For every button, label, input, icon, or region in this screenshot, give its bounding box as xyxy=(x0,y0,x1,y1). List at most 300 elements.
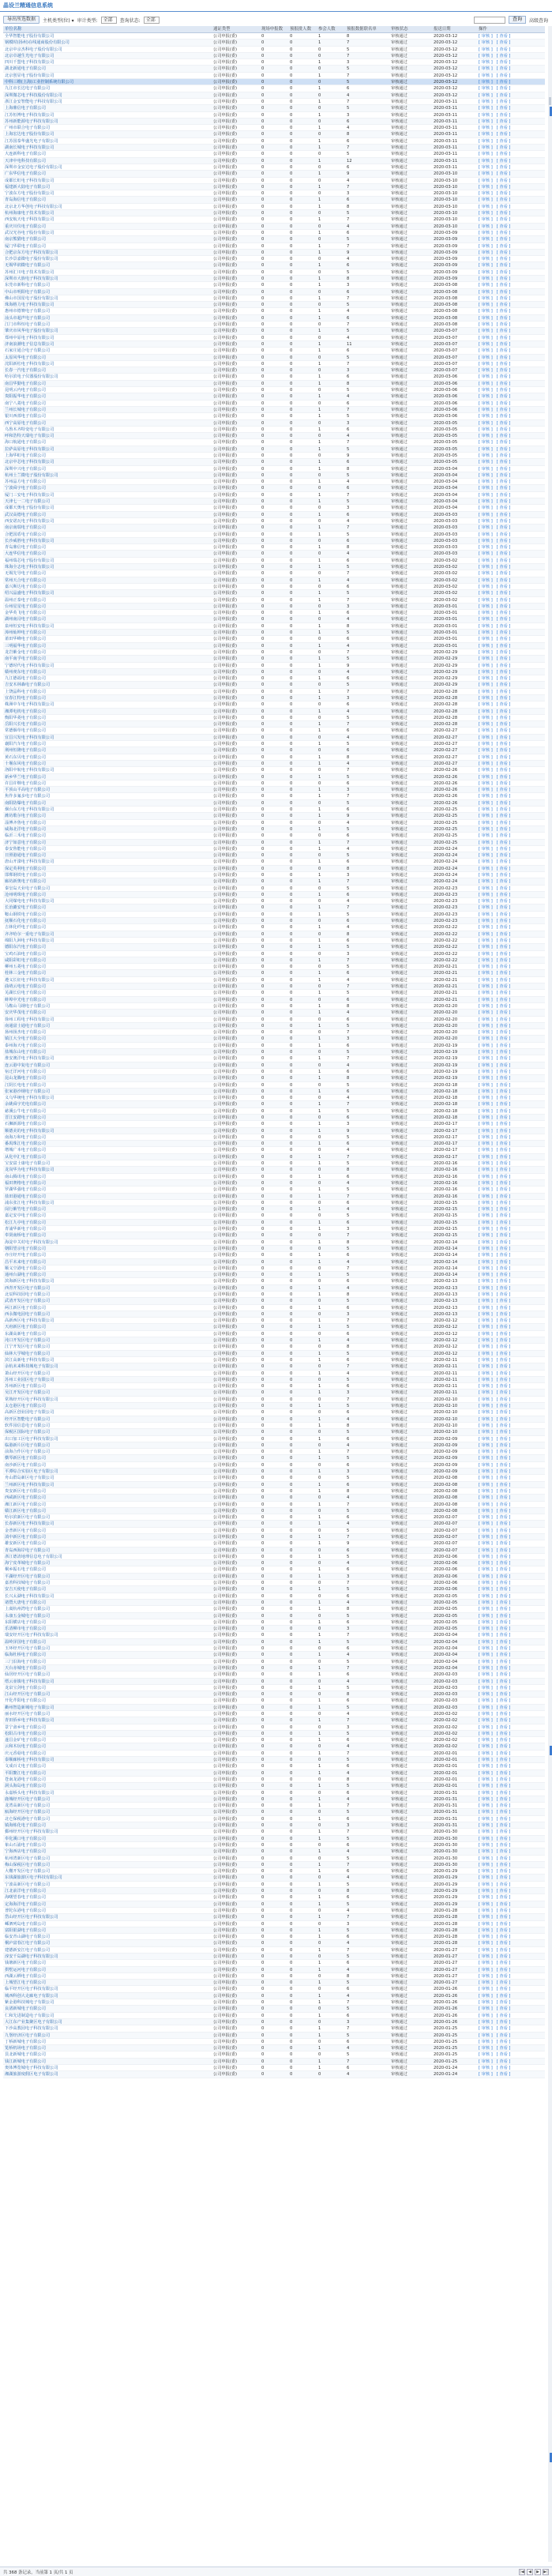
audit-link[interactable]: [ 审核 ] xyxy=(479,1987,493,1992)
table-row[interactable] xyxy=(3,2039,545,2045)
row-name[interactable]: 慈溪公牛电子有限公司 xyxy=(5,1108,46,1114)
view-link[interactable]: [ 查看 ] xyxy=(496,1154,511,1160)
row-name[interactable]: 廊坊新奥电子有限公司 xyxy=(5,879,46,885)
audit-link[interactable]: [ 审核 ] xyxy=(479,1941,493,1946)
audit-link[interactable]: [ 审核 ] xyxy=(479,1613,493,1619)
audit-link[interactable]: [ 审核 ] xyxy=(479,1758,493,1763)
audit-link[interactable]: [ 审核 ] xyxy=(479,1954,493,1959)
view-link[interactable]: [ 查看 ] xyxy=(496,1987,511,1992)
table-row[interactable] xyxy=(3,590,545,596)
view-link[interactable]: [ 查看 ] xyxy=(496,1456,511,1461)
table-row[interactable] xyxy=(3,1154,545,1160)
audit-link[interactable]: [ 审核 ] xyxy=(479,1148,493,1153)
table-row[interactable] xyxy=(3,427,545,433)
table-row[interactable] xyxy=(3,1167,545,1173)
table-row[interactable] xyxy=(3,1377,545,1383)
audit-link[interactable]: [ 审核 ] xyxy=(479,637,493,642)
audit-link[interactable]: [ 审核 ] xyxy=(479,2059,493,2064)
audit-link[interactable]: [ 审核 ] xyxy=(479,525,493,531)
row-name[interactable]: 龙岗华为电子科技有限公司 xyxy=(5,1168,54,1173)
row-name[interactable]: 亦庄经开电子有限公司 xyxy=(5,1253,46,1258)
view-link[interactable]: [ 查看 ] xyxy=(496,1816,511,1822)
table-row[interactable] xyxy=(3,1272,545,1278)
view-link[interactable]: [ 查看 ] xyxy=(496,951,511,957)
audit-link[interactable]: [ 审核 ] xyxy=(479,178,493,183)
row-name[interactable]: 漳州灿坤电子有限公司 xyxy=(5,630,46,636)
row-name[interactable]: 德阳东汽电子有限公司 xyxy=(5,945,46,950)
table-row[interactable] xyxy=(3,623,545,630)
row-name[interactable]: 下沙高教园电子科技有限公司 xyxy=(5,2026,58,2032)
audit-link[interactable]: [ 审核 ] xyxy=(479,506,493,511)
audit-link[interactable]: [ 审核 ] xyxy=(479,1200,493,1205)
table-row[interactable] xyxy=(3,1397,545,1403)
view-link[interactable]: [ 查看 ] xyxy=(496,991,511,996)
table-row[interactable] xyxy=(3,840,545,846)
row-name[interactable]: 衡阳华菱电子有限公司 xyxy=(5,715,46,720)
table-row[interactable] xyxy=(3,826,545,833)
audit-link[interactable]: [ 审核 ] xyxy=(479,243,493,249)
view-link[interactable]: [ 查看 ] xyxy=(496,1469,511,1475)
table-row[interactable] xyxy=(3,1095,545,1101)
view-link[interactable]: [ 查看 ] xyxy=(496,1901,511,1907)
export-button[interactable]: 导出所选数据 xyxy=(3,16,39,24)
audit-link[interactable]: [ 审核 ] xyxy=(479,446,493,452)
audit-link[interactable]: [ 审核 ] xyxy=(479,1384,493,1390)
audit-link[interactable]: [ 审核 ] xyxy=(479,617,493,622)
table-row[interactable] xyxy=(3,636,545,642)
view-link[interactable]: [ 查看 ] xyxy=(496,1712,511,1717)
view-link[interactable]: [ 查看 ] xyxy=(496,348,511,354)
audit-link[interactable]: [ 审核 ] xyxy=(479,1023,493,1029)
row-name[interactable]: 青浦华新电子有限公司 xyxy=(5,1227,46,1232)
audit-link[interactable]: [ 审核 ] xyxy=(479,1082,493,1088)
audit-link[interactable]: [ 审核 ] xyxy=(479,1927,493,1933)
row-name[interactable]: 曲靖云电电子有限公司 xyxy=(5,984,46,990)
view-link[interactable]: [ 查看 ] xyxy=(496,518,511,524)
row-name[interactable]: 宿迁洋河电子有限公司 xyxy=(5,1069,46,1074)
view-link[interactable]: [ 查看 ] xyxy=(496,303,511,308)
audit-link[interactable]: [ 审核 ] xyxy=(479,407,493,412)
table-row[interactable] xyxy=(3,105,545,111)
table-row[interactable] xyxy=(3,944,545,950)
row-name[interactable]: 嵊泗列岛电子有限公司 xyxy=(5,1921,46,1927)
view-link[interactable]: [ 查看 ] xyxy=(496,446,511,452)
view-link[interactable]: [ 查看 ] xyxy=(496,204,511,209)
vertical-scrollbar[interactable] xyxy=(548,26,552,2562)
audit-link[interactable]: [ 审核 ] xyxy=(479,427,493,432)
audit-link[interactable]: [ 审核 ] xyxy=(479,1318,493,1324)
row-name[interactable]: 荆州恒隆电子有限公司 xyxy=(5,748,46,754)
view-link[interactable]: [ 查看 ] xyxy=(496,2000,511,2006)
row-name[interactable]: 佛山市国星电子股份有限公司 xyxy=(5,295,58,301)
audit-link[interactable]: [ 审核 ] xyxy=(479,381,493,386)
row-name[interactable]: 衢州智造新城电子有限公司 xyxy=(5,1705,54,1710)
view-link[interactable]: [ 查看 ] xyxy=(496,899,511,904)
table-row[interactable] xyxy=(3,1062,545,1069)
table-row[interactable] xyxy=(3,1652,545,1658)
row-name[interactable]: 顺德美的电子科技有限公司 xyxy=(5,1128,54,1134)
row-name[interactable]: 海宁皮革城电子有限公司 xyxy=(5,1561,51,1566)
row-name[interactable]: 合肥国盾电子有限公司 xyxy=(5,532,46,537)
audit-link[interactable]: [ 审核 ] xyxy=(479,905,493,911)
audit-link[interactable]: [ 审核 ] xyxy=(479,1849,493,1855)
table-row[interactable] xyxy=(3,951,545,957)
view-link[interactable]: [ 查看 ] xyxy=(496,643,511,649)
audit-link[interactable]: [ 审核 ] xyxy=(479,158,493,164)
view-link[interactable]: [ 查看 ] xyxy=(496,269,511,275)
row-name[interactable]: 北京北方华创电子科技有限公司 xyxy=(5,204,62,209)
table-row[interactable] xyxy=(3,1882,545,1888)
table-row[interactable] xyxy=(3,295,545,302)
table-row[interactable] xyxy=(3,931,545,938)
row-name[interactable]: 泰安鲁能电子有限公司 xyxy=(5,846,46,852)
view-link[interactable]: [ 查看 ] xyxy=(496,1056,511,1062)
row-name[interactable]: 苏州新区电子有限公司 xyxy=(5,1384,46,1390)
table-row[interactable] xyxy=(3,1816,545,1822)
table-row[interactable] xyxy=(3,171,545,177)
view-link[interactable]: [ 查看 ] xyxy=(496,1600,511,1605)
table-row[interactable] xyxy=(3,1691,545,1698)
audit-link[interactable]: [ 审核 ] xyxy=(479,453,493,458)
audit-link[interactable]: [ 审核 ] xyxy=(479,276,493,281)
audit-link[interactable]: [ 审核 ] xyxy=(479,1253,493,1258)
view-link[interactable]: [ 查看 ] xyxy=(496,1299,511,1304)
row-name[interactable]: 淮安澳洋电子科技有限公司 xyxy=(5,1056,54,1062)
view-link[interactable]: [ 查看 ] xyxy=(496,506,511,511)
audit-link[interactable]: [ 审核 ] xyxy=(479,1692,493,1698)
row-name[interactable]: 雄安新区电子有限公司 xyxy=(5,1541,46,1547)
view-link[interactable]: [ 查看 ] xyxy=(496,702,511,708)
row-name[interactable]: 南通富士通电子有限公司 xyxy=(5,1023,51,1029)
row-name[interactable]: 南海万和电子有限公司 xyxy=(5,1134,46,1140)
table-row[interactable] xyxy=(3,1069,545,1075)
view-link[interactable]: [ 查看 ] xyxy=(496,1003,511,1009)
view-link[interactable]: [ 查看 ] xyxy=(496,243,511,249)
audit-link[interactable]: [ 审核 ] xyxy=(479,971,493,976)
audit-link[interactable]: [ 审核 ] xyxy=(479,329,493,334)
table-row[interactable] xyxy=(3,1803,545,1809)
audit-link[interactable]: [ 审核 ] xyxy=(479,1685,493,1690)
audit-link[interactable]: [ 审核 ] xyxy=(479,1239,493,1245)
row-name[interactable]: 北辰科技园电子有限公司 xyxy=(5,1292,51,1297)
row-name[interactable]: 无锡先导电子有限公司 xyxy=(5,571,46,577)
audit-link[interactable]: [ 审核 ] xyxy=(479,1842,493,1848)
audit-link[interactable]: [ 审核 ] xyxy=(479,1292,493,1297)
view-link[interactable]: [ 查看 ] xyxy=(496,1410,511,1416)
table-row[interactable] xyxy=(3,216,545,223)
audit-link[interactable]: [ 审核 ] xyxy=(479,2033,493,2038)
audit-link[interactable]: [ 审核 ] xyxy=(479,722,493,728)
table-row[interactable] xyxy=(3,1986,545,1992)
row-name[interactable]: 西青开发区电子有限公司 xyxy=(5,1285,51,1291)
row-name[interactable]: 北京卓越生光电子有限公司 xyxy=(5,53,54,58)
table-row[interactable] xyxy=(3,407,545,413)
table-row[interactable] xyxy=(3,1363,545,1370)
table-row[interactable] xyxy=(3,1960,545,1966)
audit-link[interactable]: [ 审核 ] xyxy=(479,1882,493,1887)
view-link[interactable]: [ 查看 ] xyxy=(496,2052,511,2058)
row-name[interactable]: 石家庄通合电子有限公司 xyxy=(5,348,51,354)
row-name[interactable]: 宜昌兴发电子科技有限公司 xyxy=(5,735,54,740)
row-name[interactable]: 盐田港通电子有限公司 xyxy=(5,1194,46,1199)
table-row[interactable] xyxy=(3,1547,545,1554)
view-link[interactable]: [ 查看 ] xyxy=(496,1141,511,1147)
table-row[interactable] xyxy=(3,1436,545,1442)
table-row[interactable] xyxy=(3,878,545,885)
row-name[interactable]: 松江九亭电子有限公司 xyxy=(5,1220,46,1225)
row-name[interactable]: 浦东张江电子科技有限公司 xyxy=(5,1200,54,1205)
audit-link[interactable]: [ 审核 ] xyxy=(479,2006,493,2012)
row-name[interactable]: 苍南龙港电子有限公司 xyxy=(5,1777,46,1782)
view-link[interactable]: [ 查看 ] xyxy=(496,617,511,622)
view-link[interactable]: [ 查看 ] xyxy=(496,1777,511,1782)
table-row[interactable] xyxy=(3,256,545,262)
table-row[interactable] xyxy=(3,1836,545,1842)
row-name[interactable]: 盐城东山电子有限公司 xyxy=(5,1050,46,1055)
view-link[interactable]: [ 查看 ] xyxy=(496,460,511,465)
audit-link[interactable]: [ 审核 ] xyxy=(479,1220,493,1225)
view-link[interactable]: [ 查看 ] xyxy=(496,525,511,531)
row-name[interactable]: 常州天合电子有限公司 xyxy=(5,577,46,583)
audit-link[interactable]: [ 审核 ] xyxy=(479,931,493,937)
audit-link[interactable]: [ 审核 ] xyxy=(479,892,493,897)
view-link[interactable]: [ 查看 ] xyxy=(496,931,511,937)
row-name[interactable]: 龙岩紫金电子有限公司 xyxy=(5,649,46,655)
audit-link[interactable]: [ 审核 ] xyxy=(479,774,493,780)
row-name[interactable]: 乐清柳市电子有限公司 xyxy=(5,1626,46,1632)
row-name[interactable]: 遵义长征电子科技有限公司 xyxy=(5,977,54,983)
audit-link[interactable]: [ 审核 ] xyxy=(479,211,493,216)
table-row[interactable] xyxy=(3,1049,545,1055)
view-link[interactable]: [ 查看 ] xyxy=(496,742,511,747)
row-name[interactable]: 湖北新通电子有限公司 xyxy=(5,66,46,72)
table-row[interactable] xyxy=(3,1645,545,1652)
view-link[interactable]: [ 查看 ] xyxy=(496,735,511,740)
view-link[interactable]: [ 查看 ] xyxy=(496,152,511,157)
table-row[interactable] xyxy=(3,630,545,636)
table-row[interactable] xyxy=(3,269,545,276)
table-row[interactable] xyxy=(3,800,545,807)
view-link[interactable]: [ 查看 ] xyxy=(496,1311,511,1317)
audit-link[interactable]: [ 审核 ] xyxy=(479,1357,493,1363)
view-link[interactable]: [ 查看 ] xyxy=(496,1705,511,1710)
row-name[interactable]: 江苏国泰华盛光电子有限公司 xyxy=(5,138,58,144)
row-name[interactable]: 温州正泰电子有限公司 xyxy=(5,597,46,603)
audit-link[interactable]: [ 审核 ] xyxy=(479,1502,493,1507)
row-name[interactable]: 钱江新城电子有限公司 xyxy=(5,2059,46,2064)
view-link[interactable]: [ 查看 ] xyxy=(496,1023,511,1029)
row-name[interactable]: 苏州汇川电子技术有限公司 xyxy=(5,269,54,275)
view-link[interactable]: [ 查看 ] xyxy=(496,1096,511,1101)
row-name[interactable]: 东湖高新电子有限公司 xyxy=(5,1331,46,1337)
row-name[interactable]: 焦作多氟多电子有限公司 xyxy=(5,794,51,799)
audit-link[interactable]: [ 审核 ] xyxy=(479,1718,493,1724)
row-name[interactable]: 绵阳九洲电子科技有限公司 xyxy=(5,938,54,943)
view-link[interactable]: [ 查看 ] xyxy=(496,401,511,406)
row-name[interactable]: 宁波舜宇电子有限公司 xyxy=(5,486,46,491)
view-link[interactable]: [ 查看 ] xyxy=(496,73,511,78)
table-row[interactable] xyxy=(3,584,545,590)
row-name[interactable]: 威海北洋电子有限公司 xyxy=(5,826,46,832)
view-link[interactable]: [ 查看 ] xyxy=(496,1292,511,1297)
view-link[interactable]: [ 查看 ] xyxy=(496,178,511,183)
table-row[interactable] xyxy=(3,1724,545,1731)
view-link[interactable]: [ 查看 ] xyxy=(496,1305,511,1311)
audit-link[interactable]: [ 审核 ] xyxy=(479,1141,493,1147)
table-row[interactable] xyxy=(3,1121,545,1127)
audit-link[interactable]: [ 审核 ] xyxy=(479,1043,493,1048)
table-row[interactable] xyxy=(3,859,545,865)
row-name[interactable]: 潍坊歌尔电子有限公司 xyxy=(5,814,46,819)
audit-link[interactable]: [ 审核 ] xyxy=(479,66,493,72)
audit-link[interactable]: [ 审核 ] xyxy=(479,1626,493,1632)
table-row[interactable] xyxy=(3,1259,545,1265)
audit-link[interactable]: [ 审核 ] xyxy=(479,788,493,793)
view-link[interactable]: [ 查看 ] xyxy=(496,1397,511,1402)
view-link[interactable]: [ 查看 ] xyxy=(496,414,511,419)
audit-link[interactable]: [ 审核 ] xyxy=(479,1508,493,1514)
view-link[interactable]: [ 查看 ] xyxy=(496,1200,511,1205)
row-name[interactable]: 珠海格力电子科技有限公司 xyxy=(5,303,54,308)
table-row[interactable] xyxy=(3,1029,545,1036)
view-link[interactable]: [ 查看 ] xyxy=(496,1436,511,1442)
audit-link[interactable]: [ 审核 ] xyxy=(479,591,493,596)
row-name[interactable]: 扬州扬杰电子有限公司 xyxy=(5,1030,46,1036)
table-row[interactable] xyxy=(3,39,545,46)
row-name[interactable]: 沌口开发区电子有限公司 xyxy=(5,1338,51,1344)
audit-link[interactable]: [ 审核 ] xyxy=(479,1901,493,1907)
audit-link[interactable]: [ 审核 ] xyxy=(479,414,493,419)
view-link[interactable]: [ 查看 ] xyxy=(496,1980,511,1986)
audit-link[interactable]: [ 审核 ] xyxy=(479,295,493,301)
row-name[interactable]: 宁德时代电子科技有限公司 xyxy=(5,663,54,668)
row-name[interactable]: 湘潭电机电子有限公司 xyxy=(5,709,46,714)
view-link[interactable]: [ 查看 ] xyxy=(496,1764,511,1769)
row-name[interactable]: 连云港中复电子有限公司 xyxy=(5,1062,51,1068)
row-name[interactable]: 昆明云内电子有限公司 xyxy=(5,388,46,393)
table-row[interactable] xyxy=(3,780,545,787)
view-link[interactable]: [ 查看 ] xyxy=(496,1882,511,1887)
table-row[interactable] xyxy=(3,512,545,518)
table-row[interactable] xyxy=(3,1194,545,1200)
table-row[interactable] xyxy=(3,413,545,419)
audit-link[interactable]: [ 审核 ] xyxy=(479,34,493,39)
table-row[interactable] xyxy=(3,1265,545,1272)
table-row[interactable] xyxy=(3,1967,545,1973)
view-link[interactable]: [ 查看 ] xyxy=(496,1528,511,1533)
view-link[interactable]: [ 查看 ] xyxy=(496,289,511,295)
row-name[interactable]: 芜湖长信电子有限公司 xyxy=(5,991,46,996)
row-name[interactable]: 黄石东贝电子有限公司 xyxy=(5,754,46,760)
view-link[interactable]: [ 查看 ] xyxy=(496,820,511,825)
row-name[interactable]: 蚌埠中光电子有限公司 xyxy=(5,997,46,1002)
audit-link[interactable]: [ 审核 ] xyxy=(479,2072,493,2078)
audit-link[interactable]: [ 审核 ] xyxy=(479,1935,493,1940)
view-link[interactable]: [ 查看 ] xyxy=(496,276,511,281)
audit-link[interactable]: [ 审核 ] xyxy=(479,1003,493,1009)
row-name[interactable]: 长治潞安电子有限公司 xyxy=(5,905,46,911)
table-row[interactable] xyxy=(3,1252,545,1258)
view-link[interactable]: [ 查看 ] xyxy=(496,1233,511,1239)
view-link[interactable]: [ 查看 ] xyxy=(496,1318,511,1324)
table-row[interactable] xyxy=(3,2013,545,2019)
view-link[interactable]: [ 查看 ] xyxy=(496,1180,511,1186)
view-link[interactable]: [ 查看 ] xyxy=(496,1115,511,1120)
row-name[interactable]: 兰州新区电子科技有限公司 xyxy=(5,1482,54,1487)
table-row[interactable] xyxy=(3,689,545,695)
row-name[interactable]: 吴江开发区电子有限公司 xyxy=(5,1390,51,1396)
view-link[interactable]: [ 查看 ] xyxy=(496,853,511,859)
row-name[interactable]: 淳安千岛湖电子科技有限公司 xyxy=(5,1954,58,1959)
audit-link[interactable]: [ 审核 ] xyxy=(479,899,493,904)
row-name[interactable]: 镇海炼化电子有限公司 xyxy=(5,1823,46,1829)
audit-link[interactable]: [ 审核 ] xyxy=(479,814,493,819)
row-name[interactable]: 日照港通电子有限公司 xyxy=(5,853,46,859)
row-name[interactable]: 从化中汇电子有限公司 xyxy=(5,1154,46,1160)
audit-link[interactable]: [ 审核 ] xyxy=(479,1456,493,1461)
view-link[interactable]: [ 查看 ] xyxy=(496,1194,511,1199)
table-row[interactable] xyxy=(3,1147,545,1153)
table-row[interactable] xyxy=(3,1829,545,1835)
audit-link[interactable]: [ 审核 ] xyxy=(479,1790,493,1796)
view-link[interactable]: [ 查看 ] xyxy=(496,53,511,58)
audit-link[interactable]: [ 审核 ] xyxy=(479,853,493,859)
view-link[interactable]: [ 查看 ] xyxy=(496,1915,511,1920)
row-name[interactable]: 大连新科电子有限公司 xyxy=(5,152,46,157)
row-name[interactable]: 北京中芯电子科技有限公司 xyxy=(5,460,54,465)
table-row[interactable] xyxy=(3,197,545,203)
table-row[interactable] xyxy=(3,355,545,361)
row-name[interactable]: 青岛海信电子有限公司 xyxy=(5,197,46,203)
table-row[interactable] xyxy=(3,1403,545,1409)
view-link[interactable]: [ 查看 ] xyxy=(496,1796,511,1802)
audit-link[interactable]: [ 审核 ] xyxy=(479,374,493,380)
col-header-prereport[interactable]: 预报批人数 xyxy=(290,27,311,32)
table-row[interactable] xyxy=(3,1711,545,1717)
row-name[interactable]: 赣江新区电子有限公司 xyxy=(5,1508,46,1514)
view-link[interactable]: [ 查看 ] xyxy=(496,1442,511,1448)
audit-link[interactable]: [ 审核 ] xyxy=(479,826,493,832)
audit-link[interactable]: [ 审核 ] xyxy=(479,1207,493,1213)
row-name[interactable]: 高新西区电子科技有限公司 xyxy=(5,1318,54,1324)
view-link[interactable]: [ 查看 ] xyxy=(496,283,511,288)
audit-link[interactable]: [ 审核 ] xyxy=(479,1796,493,1802)
table-row[interactable] xyxy=(3,1875,545,1881)
row-name[interactable]: 鞍山钢铁电子有限公司 xyxy=(5,912,46,917)
table-row[interactable] xyxy=(3,1423,545,1429)
table-row[interactable] xyxy=(3,682,545,688)
table-row[interactable] xyxy=(3,1908,545,1914)
view-link[interactable]: [ 查看 ] xyxy=(496,1476,511,1481)
row-name[interactable]: 哈尔滨电子仪器股份有限公司 xyxy=(5,374,58,380)
row-name[interactable]: 南京南瑞电子有限公司 xyxy=(5,525,46,531)
table-row[interactable] xyxy=(3,459,545,465)
audit-link[interactable]: [ 审核 ] xyxy=(479,1062,493,1068)
table-row[interactable] xyxy=(3,532,545,538)
audit-link[interactable]: [ 审核 ] xyxy=(479,2066,493,2071)
table-row[interactable] xyxy=(3,1180,545,1186)
audit-link[interactable]: [ 审核 ] xyxy=(479,1423,493,1428)
row-name[interactable]: 苏州工业园区电子有限公司 xyxy=(5,1377,54,1382)
view-link[interactable]: [ 查看 ] xyxy=(496,309,511,314)
view-link[interactable]: [ 查看 ] xyxy=(496,1547,511,1553)
audit-link[interactable]: [ 审核 ] xyxy=(479,1619,493,1625)
table-row[interactable] xyxy=(3,302,545,308)
row-name[interactable]: 北仑保税港电子有限公司 xyxy=(5,1816,51,1822)
view-link[interactable]: [ 查看 ] xyxy=(496,295,511,301)
row-name[interactable]: 城西科创大走廊电子有限公司 xyxy=(5,1993,58,1999)
view-link[interactable]: [ 查看 ] xyxy=(496,1685,511,1690)
